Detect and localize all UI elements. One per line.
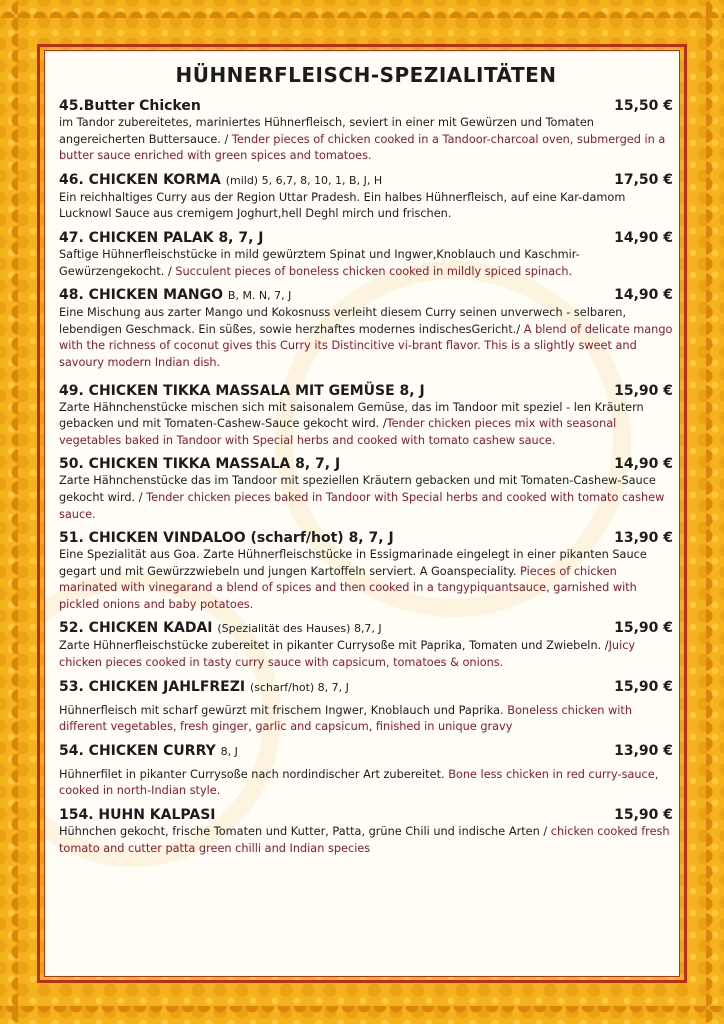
item-name: 54. CHICKEN CURRY (59, 742, 216, 759)
item-name-wrap (59, 742, 238, 761)
item-header (59, 678, 673, 697)
item-allergens: 8, J (220, 744, 238, 758)
item-description-en: Bone less chicken in red curry-sauce, cooked in north-Indian style. (59, 767, 659, 798)
menu-item (59, 455, 673, 523)
menu-item (59, 382, 673, 450)
item-description (59, 400, 673, 450)
item-description (59, 638, 673, 671)
item-header (59, 455, 673, 473)
frame-scallop-right (706, 0, 722, 1024)
item-name-wrap (59, 286, 291, 305)
item-allergens: (scharf/hot) 8, 7, J (249, 680, 349, 694)
item-header (59, 171, 673, 190)
menu-item (59, 97, 673, 165)
item-description-de: Eine Spezialität aus Goa. Zarte Hühnerfleischstücke in Essigmarinade eingelegt in einer pikanten Sauce gegart und mit Gewürzzwiebeln und jungen Kartoffeln serviert. A Goanspeciality. (59, 548, 647, 578)
frame-scallop-bottom (0, 1006, 724, 1022)
menu-item (59, 229, 673, 280)
item-name: 50. CHICKEN TIKKA MASSALA 8, 7, J (59, 456, 341, 473)
item-description-de: Saftige Hühnerfleischstücke in mild gewürztem Spinat und Ingwer,Knoblauch und Kaschmir-Gewürzengekocht. / (59, 247, 580, 278)
item-description (59, 247, 673, 280)
item-price: 13,90 € (614, 742, 673, 759)
item-name-wrap (59, 619, 382, 638)
item-description-de: Eine Mischung aus zarter Mango und Kokosnuss verleiht diesem Curry seinen unverwech - selbaren, lebendigen Geschmack. Ein süßes, sowie herzhaftes modernes indischesGericht./ (59, 306, 627, 336)
item-allergens: B, M. N, 7, J (227, 289, 292, 303)
item-name: 46. CHICKEN KORMA (59, 171, 221, 188)
item-description-en: A blend of delicate mango with the richness of coconut gives this Curry its Distincitive vi-brant flavor. This is a slightly sweet and savoury modern Indian dish. (59, 322, 673, 369)
item-description-de: Zarte Hähnchenstücke mischen sich mit saisonalem Gemüse, das im Tandoor mit speziel - len Kräutern gebacken und mit Tomaten-Cashew-Sauce gekocht wird. / (59, 400, 644, 431)
item-description (59, 305, 673, 371)
menu-item (59, 742, 673, 800)
item-name: 45.Butter Chicken (59, 98, 201, 114)
item-description (59, 703, 673, 736)
item-price: 15,90 € (614, 678, 673, 695)
item-description-en: Boneless chicken with different vegetables, fresh ginger, garlic and capsicum, finished in unique gravy (59, 703, 633, 734)
item-description (59, 824, 673, 857)
item-description-en: Tender chicken pieces mix with seasonal vegetables baked in Tandoor with Special herbs and cooked with tomato cashew sauce. (59, 417, 617, 447)
item-allergens: (mild) 5, 6,7, 8, 10, 1, B, J, H (225, 173, 383, 187)
item-name: 53. CHICKEN JAHLFREZI (59, 678, 246, 695)
item-price: 15,90 € (614, 382, 673, 399)
item-description-de: im Tandor zubereitetes, mariniertes Hühnerfleisch, seviert in einer mit Gewürzen und Tomaten angereicherten Buttersauce. / (59, 116, 594, 146)
menu-item (59, 286, 673, 371)
item-header (59, 619, 673, 638)
item-name: 49. CHICKEN TIKKA MASSALA MIT GEMÜSE 8, J (59, 382, 425, 399)
menu-item (59, 171, 673, 223)
item-description-en: Tender pieces of chicken cooked in a Tandoor-charcoal oven, submerged in a butter sauce enriched with green spices and tomatoes. (59, 132, 666, 163)
item-name-wrap (59, 806, 216, 824)
item-header (59, 286, 673, 305)
item-description-en: Juicy chicken pieces cooked in tasty curry sauce with capsicum, tomatoes & onions. (59, 639, 636, 670)
item-description (59, 190, 673, 223)
item-name-wrap (59, 229, 264, 247)
item-description-de: Zarte Hühnerfleischstücke zubereitet in pikanter Currysoße mit Paprika, Tomaten und Zwiebeln. / (59, 639, 609, 653)
item-price: 14,90 € (614, 287, 673, 304)
item-name-wrap (59, 171, 382, 190)
item-description-de: Ein reichhaltiges Curry aus der Region Uttar Pradesh. Ein halbes Hühnerfleisch, auf eine Kar-damom Lucknowl Sauce aus cremigem Joghurt,hell Deghl mirch und frischen. (59, 190, 626, 221)
item-header (59, 97, 673, 115)
item-description (59, 767, 673, 800)
item-price: 14,90 € (614, 456, 673, 473)
item-description-de: Hühnchen gekocht, frische Tomaten und Kutter, Patta, grüne Chili und indische Arten / (59, 825, 551, 839)
item-description-en: Pieces of chicken marinated with vinegarand a blend of spices and then cooked in a tangypiquantsauce, garnished with pickled onions and baby potatoes. (59, 564, 637, 611)
item-header (59, 806, 673, 824)
menu-item (59, 806, 673, 857)
item-price: 15,90 € (614, 807, 673, 824)
item-allergens: (Spezialität des Hauses) 8,7, J (217, 622, 382, 636)
menu-content (59, 51, 673, 857)
item-description-en: Tender chicken pieces baked in Tandoor with Special herbs and cooked with tomato cashew sauce. (59, 490, 665, 521)
item-description (59, 473, 673, 523)
item-name: 47. CHICKEN PALAK 8, 7, J (59, 229, 264, 246)
item-header (59, 742, 673, 761)
item-description (59, 115, 673, 165)
item-price: 17,50 € (614, 171, 673, 188)
item-description-en: Succulent pieces of boneless chicken cooked in mildly spiced spinach. (175, 264, 573, 278)
item-name-wrap (59, 529, 394, 547)
frame-scallop-top (0, 2, 724, 18)
item-name-wrap (59, 382, 425, 400)
item-name-wrap (59, 678, 349, 697)
menu-item (59, 529, 673, 613)
item-description-de: Hühnerfleisch mit scharf gewürzt mit frischem Ingwer, Knoblauch und Paprika. (59, 703, 508, 717)
item-name: 154. HUHN KALPASI (59, 807, 216, 824)
item-name-wrap (59, 455, 340, 473)
item-header (59, 529, 673, 547)
item-description-en: chicken cooked fresh tomato and cutter patta green chilli and Indian species (59, 825, 670, 855)
item-name: 51. CHICKEN VINDALOO (scharf/hot) 8, 7, J (59, 530, 394, 547)
item-description-de: Zarte Hähnchenstücke das im Tandoor mit speziellen Kräutern gebacken und mit Tomaten-Cashew-Sauce gekocht wird. / (59, 474, 656, 504)
item-price: 15,50 € (614, 98, 673, 114)
item-description (59, 547, 673, 613)
menu-item (59, 619, 673, 671)
menu-item (59, 678, 673, 736)
item-name: 52. CHICKEN KADAI (59, 620, 213, 637)
page-title: HÜHNERFLEISCH-SPEZIALITÄTEN (175, 63, 557, 87)
item-header (59, 382, 673, 400)
item-price: 14,90 € (614, 229, 673, 246)
item-price: 15,90 € (614, 620, 673, 637)
menu-panel (44, 50, 680, 977)
frame-scallop-left (2, 0, 18, 1024)
item-name: 48. CHICKEN MANGO (59, 287, 224, 304)
item-price: 13,90 € (614, 530, 673, 547)
item-name-wrap (59, 97, 201, 115)
menu-items (59, 97, 673, 857)
item-header (59, 229, 673, 247)
item-description-de: Hühnerfilet in pikanter Currysoße nach nordindischer Art zubereitet. (59, 767, 449, 781)
